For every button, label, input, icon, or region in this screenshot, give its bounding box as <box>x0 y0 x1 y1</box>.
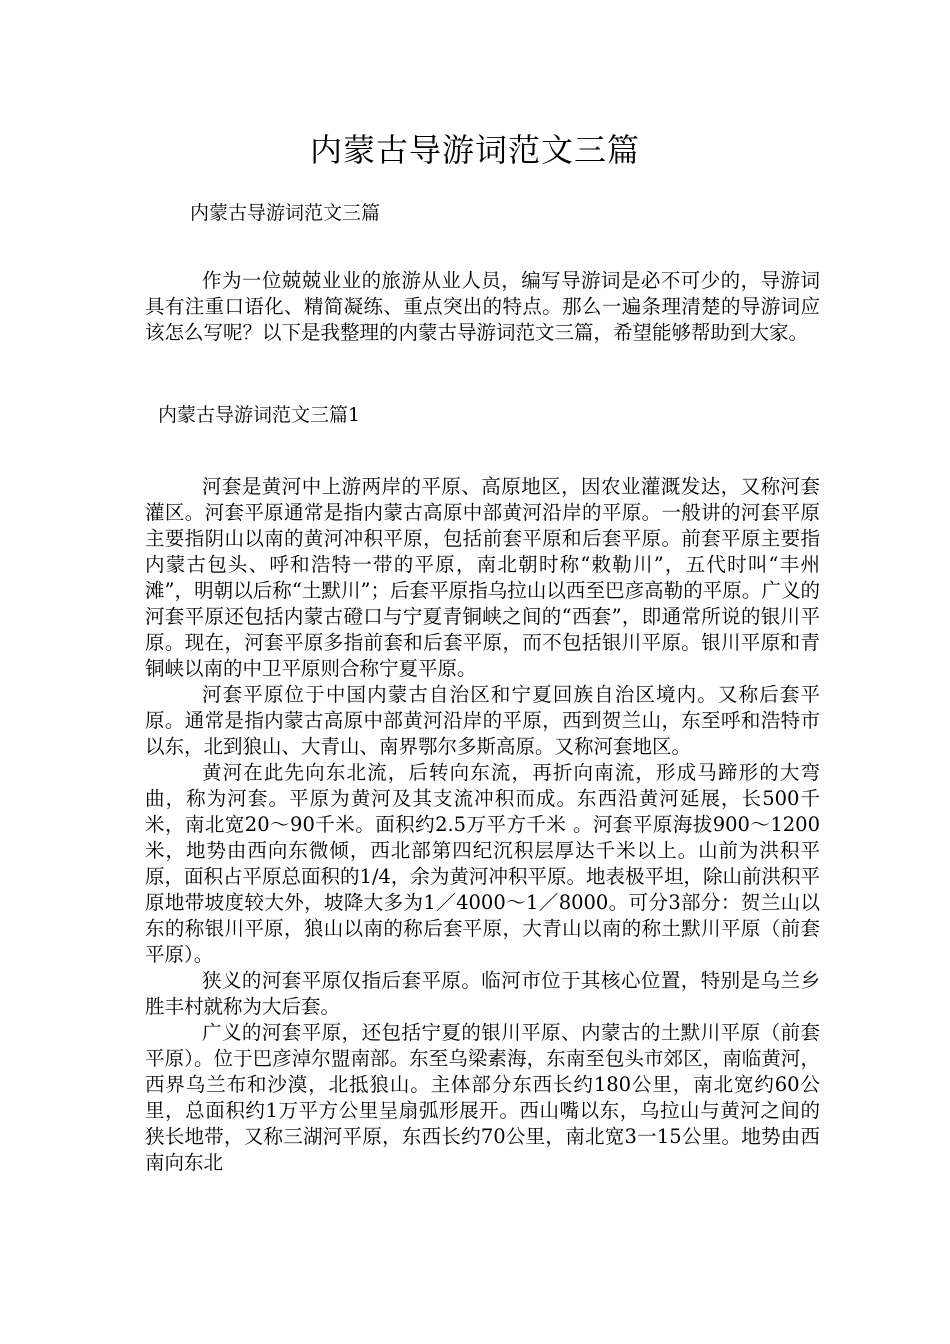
body-paragraph: 广义的河套平原，还包括宁夏的银川平原、内蒙古的土默川平原（前套平原）。位于巴彦淖尔盟南部。东至乌梁素海，东南至包头市郊区，南临黄河，西界乌兰布和沙漠，北抵狼山。主体部分东西长约180公里，南北宽约60公里，总面积约1万平方公里呈扇弧形展开。西山嘴以东，乌拉山与黄河之间的狭长地带，又称三湖河平原，东西长约70公里，南北宽3一15公里。地势由西南向东北 <box>145 1021 820 1174</box>
body-paragraph: 河套是黄河中上游两岸的平原、高原地区，因农业灌溉发达，又称河套灌区。河套平原通常是指内蒙古高原中部黄河沿岸的平原。一般讲的河套平原主要指阴山以南的黄河冲积平原，包括前套平原和后套平原。前套平原主要指内蒙古包头、呼和浩特一带的平原，南北朝时称“敕勒川”，五代时叫“丰州滩”，明朝以后称“土默川”；后套平原指乌拉山以西至巴彦高勒的平原。广义的河套平原还包括内蒙古磴口与宁夏青铜峡之间的“西套”，即通常所说的银川平原。现在，河套平原多指前套和后套平原，而不包括银川平原。银川平原和青铜峡以南的中卫平原则合称宁夏平原。 <box>145 475 820 680</box>
section-heading: 内蒙古导游词范文三篇1 <box>158 404 361 426</box>
document-subtitle: 内蒙古导游词范文三篇 <box>190 202 381 224</box>
intro-paragraph: 作为一位兢兢业业的旅游从业人员，编写导游词是必不可少的，导游词具有注重口语化、精简凝练、重点突出的特点。那么一遍条理清楚的导游词应该怎么写呢？以下是我整理的内蒙古导游词范文三篇，希望能够帮助到大家。 <box>145 269 820 344</box>
section-body <box>145 474 820 1176</box>
body-paragraph: 狭义的河套平原仅指后套平原。临河市位于其核心位置，特别是乌兰乡胜丰村就称为大后套。 <box>145 969 820 1018</box>
body-paragraph: 河套平原位于中国内蒙古自治区和宁夏回族自治区境内。又称后套平原。通常是指内蒙古高原中部黄河沿岸的平原，西到贺兰山，东至呼和浩特市以东，北到狼山、大青山、南界鄂尔多斯高原。又称河套地区。 <box>145 683 820 758</box>
document-title: 内蒙古导游词范文三篇 <box>309 131 640 169</box>
body-paragraph: 黄河在此先向东北流，后转向东流，再折向南流，形成马蹄形的大弯曲，称为河套。平原为黄河及其支流冲积而成。东西沿黄河延展，长500千米，南北宽20～90千米。面积约2.5万平方千米 。河套平原海拔900～1200米，地势由西向东微倾，西北部第四纪沉积层厚达千米以上。山前为洪积平原，面积占平原总面积的1/4，余为黄河冲积平原。地表极平坦，除山前洪积平原地带坡度较大外，坡降大多为1／4000～1／8000。可分3部分：贺兰山以东的称银川平原，狼山以南的称后套平原，大青山以南的称土默川平原（前套平原）。 <box>145 761 820 966</box>
